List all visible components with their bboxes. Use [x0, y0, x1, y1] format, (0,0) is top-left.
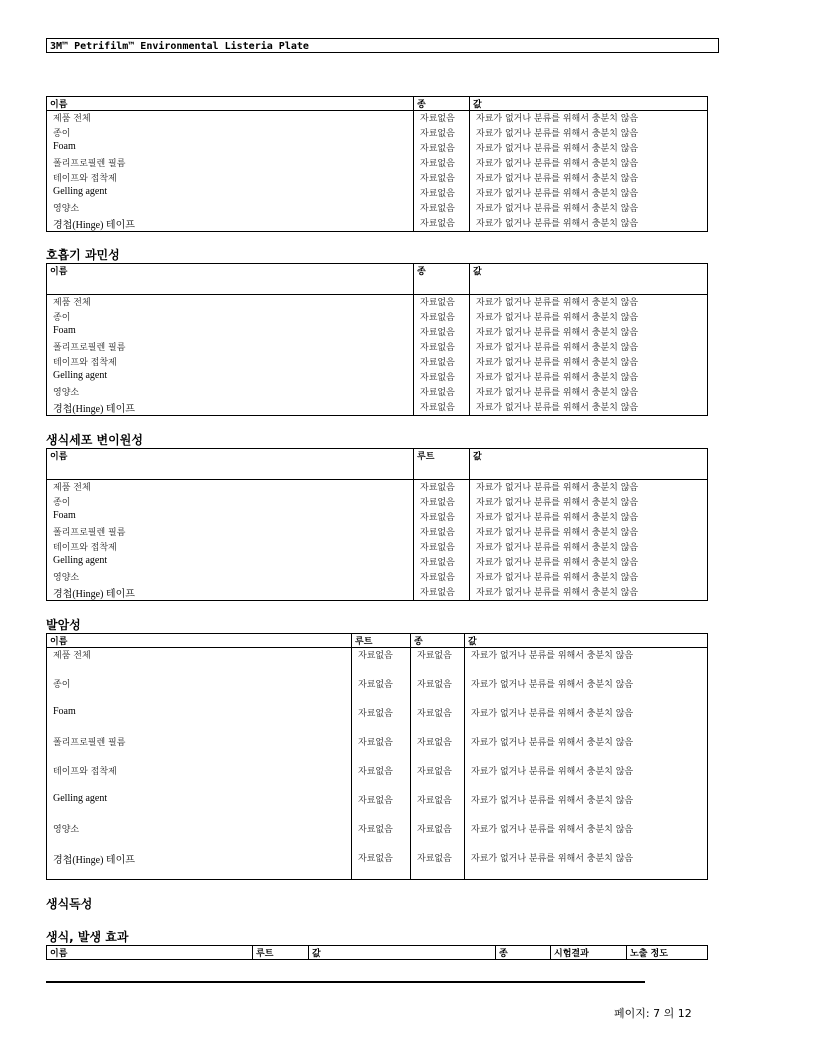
table-row — [47, 216, 708, 232]
section-title-germ-cell-mutagenicity: 생식세포 변이원성 — [46, 433, 143, 447]
table-cell: 자료없음 — [414, 126, 470, 141]
column-header-value: 값 — [470, 449, 708, 480]
table-cell: 자료없음 — [411, 648, 465, 677]
table-row — [47, 111, 708, 126]
table-germ-cell-mutagenicity — [46, 448, 708, 601]
table-cell: 자료가 없거나 분류를 위해서 충분치 않음 — [470, 156, 708, 171]
table-cell: 테이프와 접착제 — [47, 355, 414, 370]
table-cell: 제품 전체 — [47, 648, 352, 677]
column-header-route: 루트 — [253, 946, 309, 960]
table-respiratory-sensitization — [46, 263, 708, 416]
table-cell: 폴리프로필렌 필름 — [47, 735, 352, 764]
table-cell: 자료가 없거나 분류를 위해서 충분치 않음 — [470, 141, 708, 156]
table-cell: 자료없음 — [352, 735, 411, 764]
table-row — [47, 295, 708, 310]
table-cell: 종이 — [47, 310, 414, 325]
table-cell: 종이 — [47, 495, 414, 510]
table-cell: 자료가 없거나 분류를 위해서 충분치 않음 — [470, 525, 708, 540]
column-header-value: 값 — [470, 264, 708, 295]
table-cell: 자료가 없거나 분류를 위해서 충분치 않음 — [470, 310, 708, 325]
column-header-route: 루트 — [414, 449, 470, 480]
table-cell: 자료없음 — [414, 540, 470, 555]
table-header-row — [47, 449, 708, 480]
table-row — [47, 126, 708, 141]
table-row — [47, 570, 708, 585]
table-cell: 자료없음 — [414, 495, 470, 510]
table-row — [47, 793, 708, 822]
section-title-reproductive-developmental-effects: 생식, 발생 효과 — [46, 930, 129, 944]
column-header-type: 종 — [411, 634, 465, 648]
table-cell: 자료없음 — [414, 400, 470, 416]
table-row — [47, 648, 708, 677]
table-cell: 자료없음 — [414, 216, 470, 232]
section-title-carcinogenicity: 발암성 — [46, 618, 81, 632]
table-row — [47, 677, 708, 706]
table-cell: 자료없음 — [414, 480, 470, 495]
table-cell: Foam — [47, 141, 414, 156]
table-row — [47, 141, 708, 156]
table-row — [47, 171, 708, 186]
table-cell: 자료가 없거나 분류를 위해서 충분치 않음 — [465, 648, 708, 677]
table-carcinogenicity — [46, 633, 708, 880]
table-cell: 자료없음 — [414, 355, 470, 370]
table-cell: 자료가 없거나 분류를 위해서 충분치 않음 — [465, 793, 708, 822]
table-cell: 자료없음 — [411, 706, 465, 735]
table-cell: 제품 전체 — [47, 295, 414, 310]
table-row — [47, 495, 708, 510]
table-cell: 자료없음 — [414, 295, 470, 310]
table-cell: 영양소 — [47, 201, 414, 216]
table-cell: 자료가 없거나 분류를 위해서 충분치 않음 — [465, 822, 708, 851]
table-header-row — [47, 97, 708, 111]
column-header-type: 종 — [496, 946, 551, 960]
table-row — [47, 201, 708, 216]
table-cell: 경첩(Hinge) 테이프 — [47, 216, 414, 232]
table-cell: 제품 전체 — [47, 480, 414, 495]
table-cell: Foam — [47, 325, 414, 340]
section-title-respiratory-sensitization: 호흡기 과민성 — [46, 248, 120, 262]
table-cell: 자료가 없거나 분류를 위해서 충분치 않음 — [470, 201, 708, 216]
table-cell: 자료없음 — [411, 677, 465, 706]
table-header-row — [47, 946, 708, 960]
table-cell: 자료가 없거나 분류를 위해서 충분치 않음 — [470, 370, 708, 385]
table-cell: 경첩(Hinge) 테이프 — [47, 400, 414, 416]
table-cell: 자료없음 — [352, 764, 411, 793]
table-row — [47, 851, 708, 880]
column-header-type: 종 — [414, 97, 470, 111]
table-cell: 자료가 없거나 분류를 위해서 충분치 않음 — [470, 295, 708, 310]
table-cell: Gelling agent — [47, 555, 414, 570]
table-cell: 영양소 — [47, 570, 414, 585]
table-cell: 자료없음 — [414, 570, 470, 585]
table-cell: 자료가 없거나 분류를 위해서 충분치 않음 — [470, 186, 708, 201]
table-row — [47, 325, 708, 340]
table-cell: 자료없음 — [414, 186, 470, 201]
table-cell: 자료없음 — [352, 677, 411, 706]
footer-divider — [46, 981, 645, 983]
table-cell: 폴리프로필렌 필름 — [47, 340, 414, 355]
table-cell: 자료가 없거나 분류를 위해서 충분치 않음 — [470, 385, 708, 400]
column-header-exposure: 노출 정도 — [627, 946, 708, 960]
column-header-name: 이름 — [47, 946, 253, 960]
table-cell: 영양소 — [47, 822, 352, 851]
table-cell: 자료가 없거나 분류를 위해서 충분치 않음 — [470, 555, 708, 570]
table-cell: 자료없음 — [414, 156, 470, 171]
section-title-reproductive-toxicity: 생식독성 — [46, 897, 93, 911]
table-cell: Gelling agent — [47, 793, 352, 822]
table-cell: 자료가 없거나 분류를 위해서 충분치 않음 — [465, 851, 708, 880]
table-cell: 영양소 — [47, 385, 414, 400]
table-cell: 자료없음 — [411, 851, 465, 880]
table-cell: 자료가 없거나 분류를 위해서 충분치 않음 — [470, 400, 708, 416]
table-cell: 자료가 없거나 분류를 위해서 충분치 않음 — [470, 355, 708, 370]
table-cell: 자료없음 — [411, 735, 465, 764]
table-cell: 자료없음 — [414, 201, 470, 216]
table-cell: 종이 — [47, 126, 414, 141]
table-row — [47, 370, 708, 385]
table-cell: 자료없음 — [352, 851, 411, 880]
table-cell: Foam — [47, 706, 352, 735]
table-row — [47, 510, 708, 525]
table-cell: 자료가 없거나 분류를 위해서 충분치 않음 — [470, 325, 708, 340]
table-cell: 자료없음 — [414, 325, 470, 340]
table-cell: 자료없음 — [411, 822, 465, 851]
table-row — [47, 706, 708, 735]
table-cell: 자료가 없거나 분류를 위해서 충분치 않음 — [470, 126, 708, 141]
table-cell: 자료가 없거나 분류를 위해서 충분치 않음 — [465, 706, 708, 735]
table-cell: 자료가 없거나 분류를 위해서 충분치 않음 — [470, 510, 708, 525]
column-header-name: 이름 — [47, 264, 414, 295]
table-row — [47, 310, 708, 325]
table-cell: 자료없음 — [414, 510, 470, 525]
table-cell: 자료없음 — [411, 764, 465, 793]
table-cell: 자료가 없거나 분류를 위해서 충분치 않음 — [470, 171, 708, 186]
table-row — [47, 385, 708, 400]
table-cell: 경첩(Hinge) 테이프 — [47, 585, 414, 601]
table-cell: 자료없음 — [414, 171, 470, 186]
table-cell: 자료없음 — [352, 706, 411, 735]
table-cell: Foam — [47, 510, 414, 525]
column-header-name: 이름 — [47, 449, 414, 480]
table-cell: 종이 — [47, 677, 352, 706]
table-cell: 자료없음 — [352, 793, 411, 822]
table-cell: 자료없음 — [411, 793, 465, 822]
table-cell: 폴리프로필렌 필름 — [47, 525, 414, 540]
table-row — [47, 156, 708, 171]
table-cell: 자료가 없거나 분류를 위해서 충분치 않음 — [470, 216, 708, 232]
column-header-type: 종 — [414, 264, 470, 295]
table-cell: 자료가 없거나 분류를 위해서 충분치 않음 — [470, 480, 708, 495]
table-cell: 폴리프로필렌 필름 — [47, 156, 414, 171]
table-row — [47, 186, 708, 201]
table-row — [47, 525, 708, 540]
table-cell: 자료없음 — [352, 822, 411, 851]
table-reproductive-effects — [46, 945, 708, 960]
table-cell: 테이프와 접착제 — [47, 171, 414, 186]
table-cell: 테이프와 접착제 — [47, 764, 352, 793]
table-row — [47, 585, 708, 601]
table-skin-sensitization — [46, 96, 708, 232]
table-row — [47, 400, 708, 416]
table-row — [47, 764, 708, 793]
table-header-row — [47, 264, 708, 295]
table-row — [47, 340, 708, 355]
table-row — [47, 355, 708, 370]
table-row — [47, 540, 708, 555]
table-cell: 경첩(Hinge) 테이프 — [47, 851, 352, 880]
table-cell: 자료가 없거나 분류를 위해서 충분치 않음 — [465, 735, 708, 764]
table-cell: 자료가 없거나 분류를 위해서 충분치 않음 — [470, 111, 708, 126]
table-cell: 자료없음 — [414, 585, 470, 601]
table-cell: 자료가 없거나 분류를 위해서 충분치 않음 — [470, 495, 708, 510]
column-header-route: 루트 — [352, 634, 411, 648]
table-cell: 자료없음 — [414, 370, 470, 385]
column-header-name: 이름 — [47, 97, 414, 111]
column-header-value: 값 — [470, 97, 708, 111]
table-cell: 자료없음 — [414, 310, 470, 325]
table-cell: 자료가 없거나 분류를 위해서 충분치 않음 — [465, 764, 708, 793]
table-cell: 자료없음 — [414, 555, 470, 570]
table-cell: 자료가 없거나 분류를 위해서 충분치 않음 — [470, 540, 708, 555]
table-cell: 자료없음 — [414, 385, 470, 400]
table-row — [47, 480, 708, 495]
table-cell: Gelling agent — [47, 186, 414, 201]
table-row — [47, 822, 708, 851]
table-cell: 자료가 없거나 분류를 위해서 충분치 않음 — [470, 570, 708, 585]
column-header-value: 값 — [465, 634, 708, 648]
table-cell: 자료가 없거나 분류를 위해서 충분치 않음 — [470, 340, 708, 355]
table-row — [47, 735, 708, 764]
table-cell: 자료없음 — [352, 648, 411, 677]
table-cell: 테이프와 접착제 — [47, 540, 414, 555]
table-cell: 자료없음 — [414, 525, 470, 540]
column-header-test-result: 시험결과 — [551, 946, 627, 960]
table-cell: 자료가 없거나 분류를 위해서 충분치 않음 — [465, 677, 708, 706]
document-header: 3M™ Petrifilm™ Environmental Listeria Plate — [46, 38, 719, 53]
table-cell: 제품 전체 — [47, 111, 414, 126]
table-header-row — [47, 634, 708, 648]
table-cell: 자료가 없거나 분류를 위해서 충분치 않음 — [470, 585, 708, 601]
column-header-value: 값 — [309, 946, 496, 960]
table-cell: Gelling agent — [47, 370, 414, 385]
table-cell: 자료없음 — [414, 340, 470, 355]
page-number: 페이지: 7 의 12 — [614, 1007, 692, 1020]
table-cell: 자료없음 — [414, 141, 470, 156]
table-cell: 자료없음 — [414, 111, 470, 126]
table-row — [47, 555, 708, 570]
column-header-name: 이름 — [47, 634, 352, 648]
